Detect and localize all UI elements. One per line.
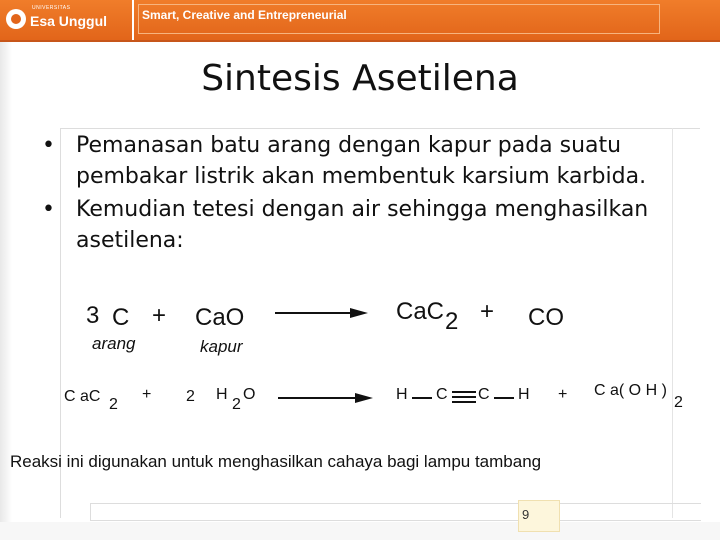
slide-title: Sintesis Asetilena [201, 58, 519, 99]
reaction1-reactant-cao: CaO [195, 304, 245, 331]
bullet-list [42, 130, 702, 258]
reaction1-coefficient: 3 [86, 302, 100, 329]
reaction1-plus: + [152, 302, 167, 329]
single-bond [494, 397, 514, 399]
reaction2-water-sub: 2 [232, 396, 241, 413]
reaction1-product-co: CO [528, 304, 564, 331]
logo-small-text: UNIVERSITAS [32, 5, 71, 11]
reaction2-arrow-line [278, 397, 358, 399]
university-logo [6, 6, 107, 32]
reaction2-product-sub: 2 [674, 394, 683, 411]
bullet-icon: • [42, 197, 55, 222]
logo-text: Esa Unggul [30, 13, 108, 29]
reaction2-water-h: H [216, 386, 228, 403]
triple-bond-line [452, 401, 476, 403]
reaction1-reactant-carbon: C [112, 304, 130, 331]
bullet-text: Kemudian tetesi dengan air sehingga menghasilkan asetilena: [76, 197, 649, 253]
triple-bond-line [452, 391, 476, 393]
reaction2-coefficient: 2 [186, 388, 195, 405]
header-separator [132, 0, 134, 40]
triple-bond-line [452, 396, 476, 398]
reaction1-product-sub: 2 [445, 308, 459, 335]
bullet-icon: • [42, 133, 55, 158]
slide-footer-band [0, 522, 720, 540]
header-tagline: Smart, Creative and Entrepreneurial [142, 8, 347, 22]
page-number: 9 [522, 507, 530, 522]
logo-emblem-icon [6, 9, 26, 29]
bullet-text: Pemanasan batu arang dengan kapur pada suatu pembakar listrik akan membentuk karsium karbida. [76, 133, 647, 189]
bullet-item [42, 130, 702, 192]
reaction1-arrow-line [275, 312, 353, 314]
acetylene-c2: C [478, 386, 490, 403]
reaction1-product-cac: CaC [396, 298, 445, 325]
reaction2-water-o: O [243, 386, 256, 403]
reaction2-product-caoh2: C a( O H ) [594, 382, 667, 399]
acetylene-h1: H [396, 386, 408, 403]
reaction2-plus2: + [558, 386, 568, 403]
slide-frame-line [60, 128, 700, 129]
acetylene-h2: H [518, 386, 530, 403]
reaction-note: Reaksi ini digunakan untuk menghasilkan cahaya bagi lampu tambang [10, 452, 542, 471]
acetylene-c1: C [436, 386, 448, 403]
reaction2-reactant-cac2: C aC [64, 388, 101, 405]
reaction1-label-arang: arang [92, 334, 136, 353]
reaction2-reactant-sub: 2 [109, 396, 118, 413]
header-bar [0, 0, 720, 42]
reaction2-arrow-icon [355, 393, 373, 403]
slide-frame-bottom [90, 503, 701, 521]
single-bond [412, 397, 432, 399]
bullet-item [42, 194, 702, 256]
reaction1-label-kapur: kapur [200, 337, 243, 356]
reaction1-plus2: + [480, 298, 495, 325]
reaction1-arrow-icon [350, 308, 368, 318]
reaction2-plus: + [142, 386, 152, 403]
